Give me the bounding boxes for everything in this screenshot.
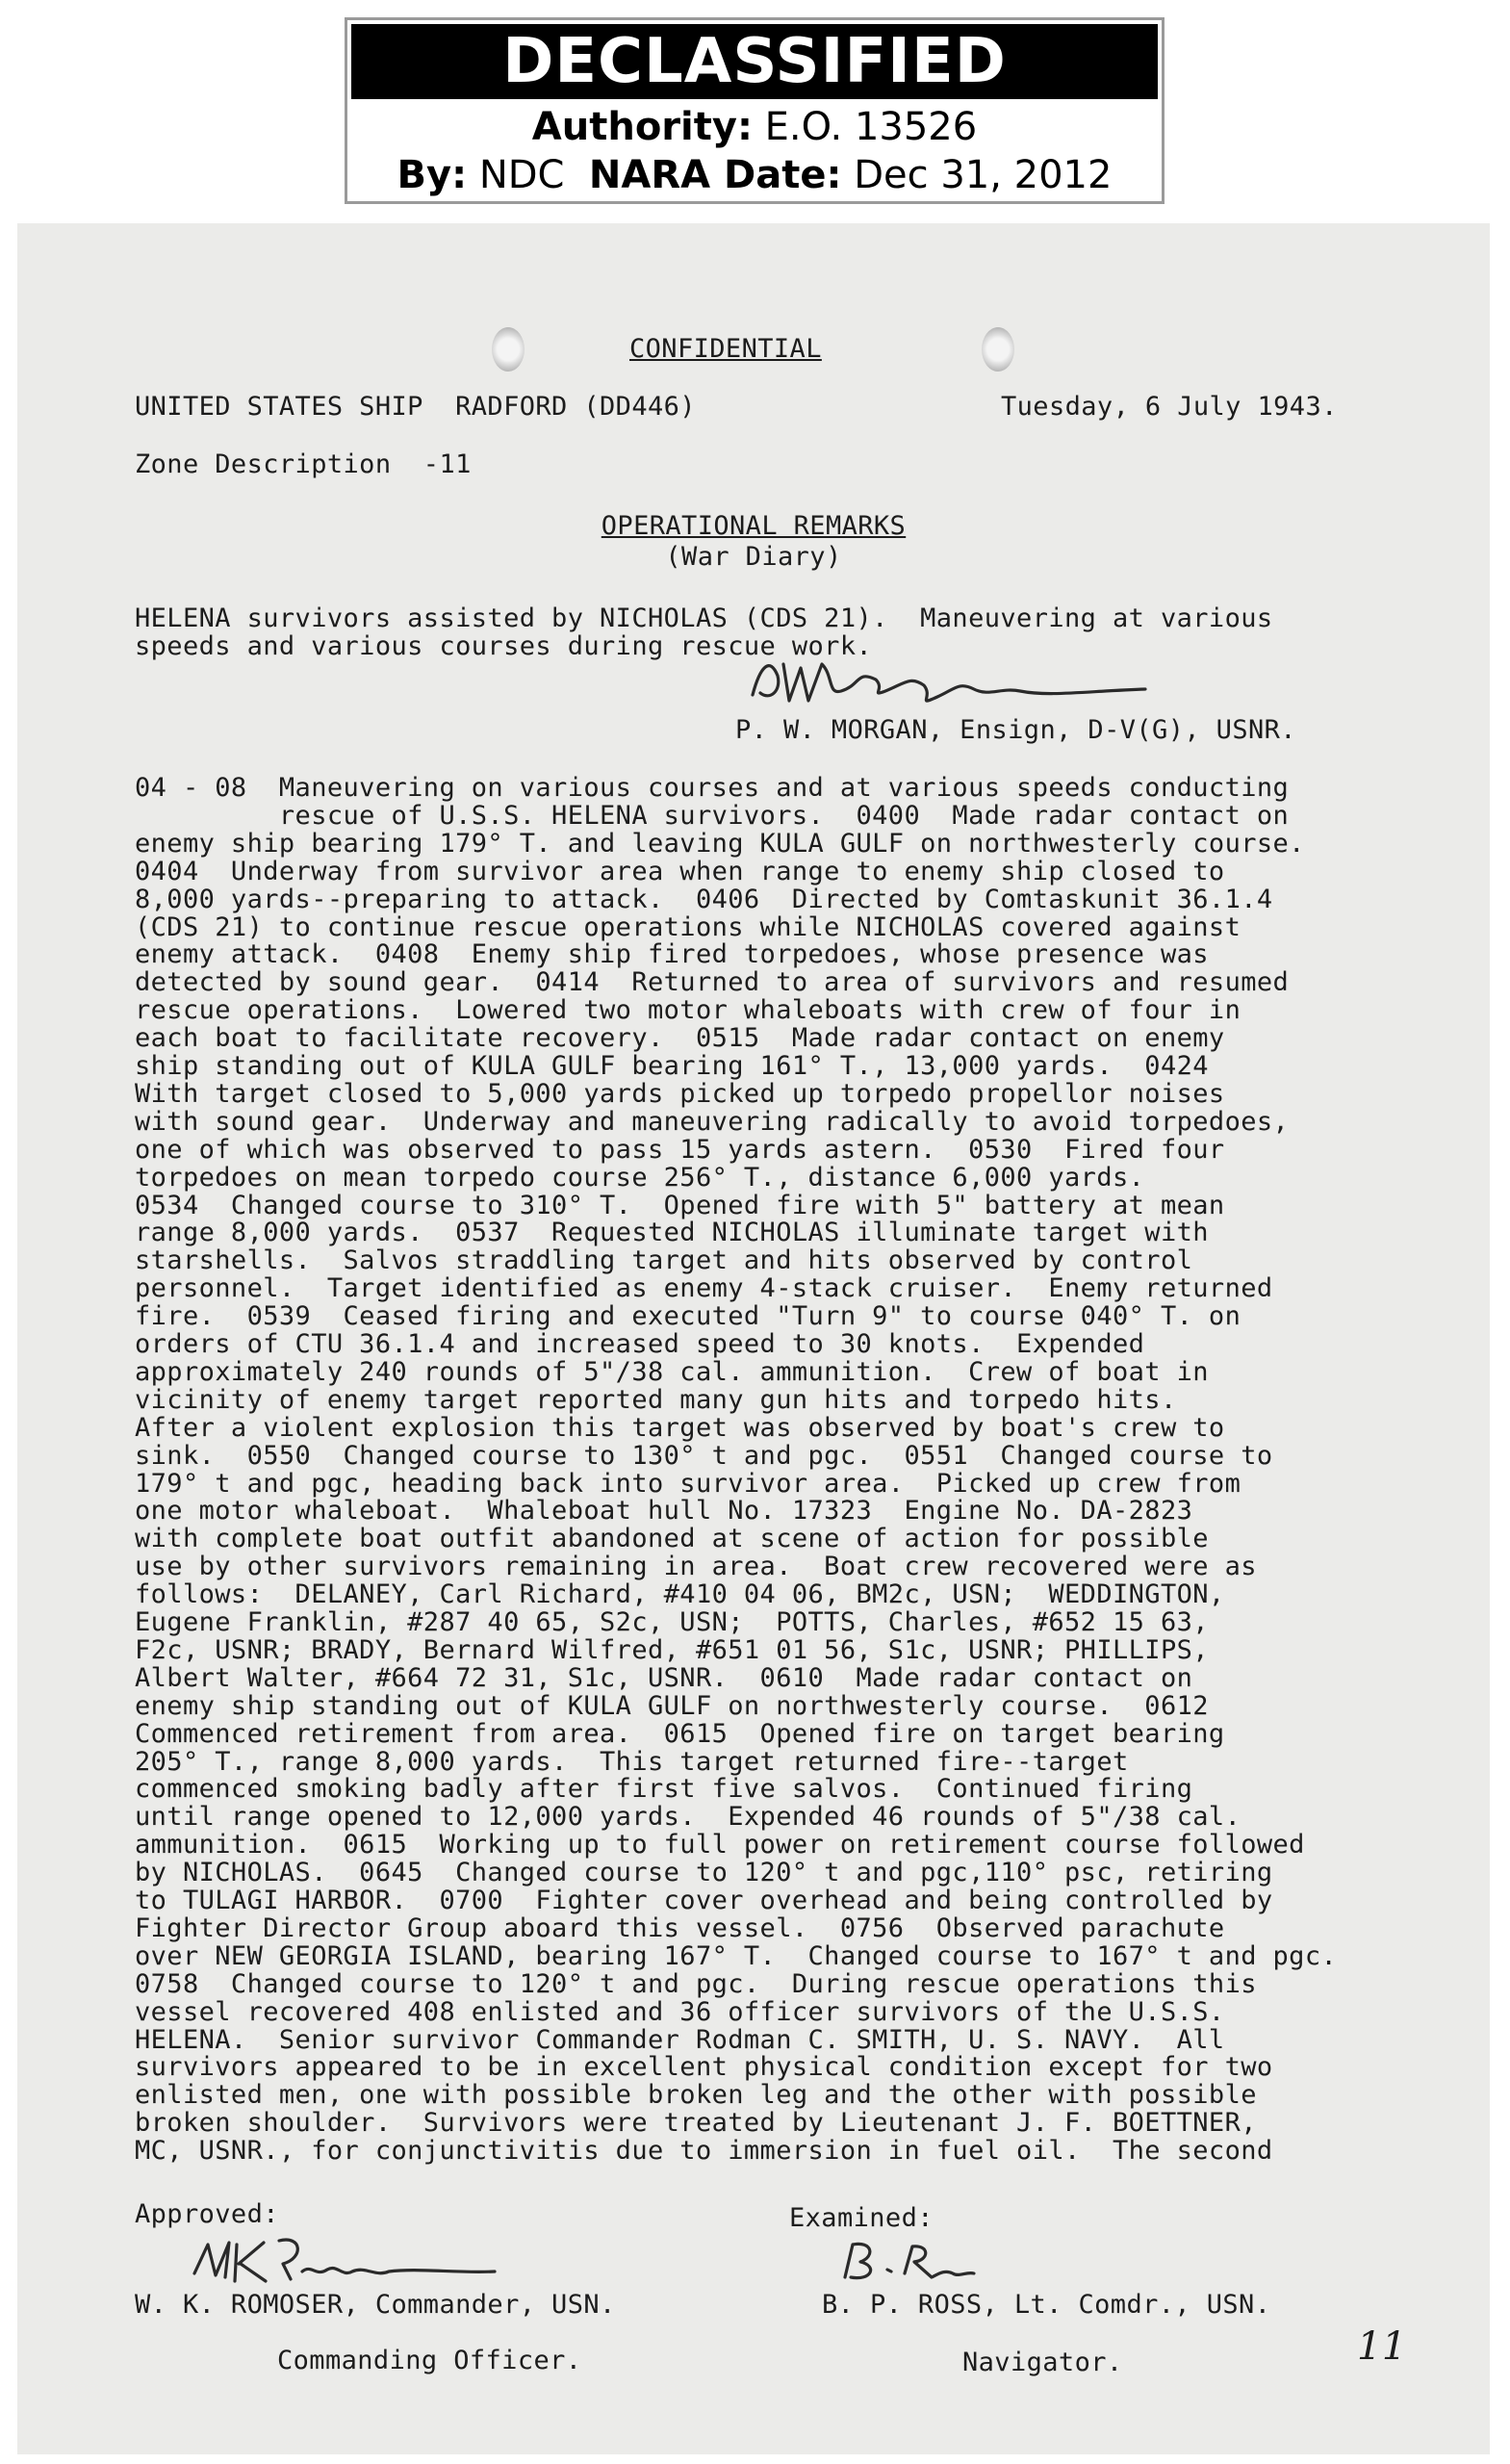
banner-by-value: NDC	[478, 153, 565, 197]
body-line: rescue of U.S.S. HELENA survivors. 0400 Made radar contact on	[135, 800, 1290, 831]
intro-line: HELENA survivors assisted by NICHOLAS (CDS 21). Maneuvering at various	[135, 603, 1273, 633]
body-line: 04 - 08 Maneuvering on various courses and at various speeds conducting	[135, 773, 1290, 803]
body-line: (CDS 21) to continue rescue operations while NICHOLAS covered against	[135, 911, 1241, 942]
body-line: HELENA. Senior survivor Commander Rodman C. SMITH, U. S. NAVY. All	[135, 2024, 1225, 2055]
examined-name: B. P. ROSS, Lt. Comdr., USN.	[822, 2290, 1271, 2320]
body-line: 179° t and pgc, heading back into survivor area. Picked up crew from	[135, 1468, 1241, 1499]
body-line: over NEW GEORGIA ISLAND, bearing 167° T. Changed course to 167° t and pgc.	[135, 1940, 1338, 1971]
banner-authority-line	[347, 103, 1162, 151]
ship-name: UNITED STATES SHIP RADFORD (DD446)	[135, 392, 696, 422]
banner-authority-label: Authority:	[531, 105, 753, 149]
body-line: F2c, USNR; BRADY, Bernard Wilfred, #651 01 56, S1c, USNR; PHILLIPS,	[135, 1634, 1209, 1665]
body-line: enemy ship standing out of KULA GULF on northwesterly course. 0612	[135, 1690, 1209, 1721]
banner-by-line	[347, 151, 1162, 199]
body-line: Commenced retirement from area. 0615 Opened fire on target bearing	[135, 1718, 1225, 1749]
body-line: torpedoes on mean torpedo course 256° T., distance 6,000 yards.	[135, 1162, 1145, 1193]
body-line: 8,000 yards--preparing to attack. 0406 Directed by Comtaskunit 36.1.4	[135, 884, 1273, 914]
body-line: Albert Walter, #664 72 31, S1c, USNR. 0610 Made radar contact on	[135, 1662, 1193, 1693]
examined-title: Navigator.	[962, 2348, 1123, 2377]
body-line: range 8,000 yards. 0537 Requested NICHOLAS illuminate target with	[135, 1218, 1209, 1248]
body-line: ship standing out of KULA GULF bearing 161° T., 13,000 yards. 0424	[135, 1051, 1209, 1081]
body-line: Eugene Franklin, #287 40 65, S2c, USN; POTTS, Charles, #652 15 63,	[135, 1607, 1209, 1637]
body-line: use by other survivors remaining in area. Boat crew recovered were as	[135, 1552, 1257, 1582]
body-line: 0404 Underway from survivor area when range to enemy ship closed to	[135, 856, 1225, 886]
body-line: until range opened to 12,000 yards. Expended 46 rounds of 5"/38 cal.	[135, 1802, 1241, 1833]
body-line: MC, USNR., for conjunctivitis due to immersion in fuel oil. The second	[135, 2136, 1273, 2167]
diary-date: Tuesday, 6 July 1943.	[1001, 392, 1338, 422]
body-line: enemy attack. 0408 Enemy ship fired torpedoes, whose presence was	[135, 939, 1209, 970]
punch-hole	[492, 327, 525, 372]
body-line: follows: DELANEY, Carl Richard, #410 04 06, BM2c, USN; WEDDINGTON,	[135, 1579, 1225, 1610]
body-line: one motor whaleboat. Whaleboat hull No. 17323 Engine No. DA-2823	[135, 1496, 1193, 1527]
body-line: to TULAGI HARBOR. 0700 Fighter cover overhead and being controlled by	[135, 1886, 1273, 1915]
body-line: vessel recovered 408 enlisted and 36 officer survivors of the U.S.S.	[135, 1996, 1225, 2027]
declassified-banner	[345, 17, 1164, 204]
morgan-signature	[741, 647, 1164, 724]
banner-nara-label: NARA Date:	[588, 153, 842, 197]
ross-signature	[833, 2235, 1007, 2293]
intro-signer: P. W. MORGAN, Ensign, D-V(G), USNR.	[735, 715, 1296, 745]
approved-label: Approved:	[135, 2199, 279, 2229]
body-line: commenced smoking badly after first five salvos. Continued firing	[135, 1774, 1193, 1805]
body-line: rescue operations. Lowered two motor whaleboats with crew of four in	[135, 995, 1241, 1026]
body-line: 205° T., range 8,000 yards. This target returned fire--target	[135, 1746, 1129, 1777]
banner-title: DECLASSIFIED	[351, 24, 1158, 99]
body-line: detected by sound gear. 0414 Returned to area of survivors and resumed	[135, 967, 1290, 998]
body-line: enlisted men, one with possible broken leg and the other with possible	[135, 2080, 1257, 2111]
body-line: Fighter Director Group aboard this vessel. 0756 Observed parachute	[135, 1912, 1225, 1943]
banner-authority-value: E.O. 13526	[764, 105, 978, 149]
punch-hole	[982, 327, 1014, 372]
intro-line: speeds and various courses during rescue work.	[135, 631, 873, 661]
section-subtitle: (War Diary)	[665, 542, 842, 572]
body-line: 0534 Changed course to 310° T. Opened fire with 5" battery at mean	[135, 1190, 1225, 1220]
body-line: with complete boat outfit abandoned at scene of action for possible	[135, 1524, 1209, 1554]
scanned-document-page	[17, 223, 1490, 2454]
body-line: starshells. Salvos straddling target and hits observed by control	[135, 1245, 1193, 1276]
examined-label: Examined:	[789, 2203, 934, 2233]
body-line: 0758 Changed course to 120° t and pgc. During rescue operations this	[135, 1968, 1257, 1999]
approved-name: W. K. ROMOSER, Commander, USN.	[135, 2290, 616, 2320]
body-line: survivors appeared to be in excellent physical condition except for two	[135, 2052, 1273, 2083]
body-line: by NICHOLAS. 0645 Changed course to 120° t and pgc,110° psc, retiring	[135, 1858, 1273, 1888]
body-line: fire. 0539 Ceased firing and executed "Turn 9" to course 040° T. on	[135, 1301, 1241, 1332]
body-line: broken shoulder. Survivors were treated by Lieutenant J. F. BOETTNER,	[135, 2108, 1257, 2139]
body-line: approximately 240 rounds of 5"/38 cal. ammunition. Crew of boat in	[135, 1356, 1209, 1387]
section-title: OPERATIONAL REMARKS	[601, 511, 907, 541]
zone-description: Zone Description -11	[135, 449, 472, 479]
banner-by-label: By:	[397, 153, 468, 197]
page-number: 11	[1357, 2324, 1407, 2369]
classification-marking: CONFIDENTIAL	[629, 334, 822, 364]
body-line: vicinity of enemy target reported many gun hits and torpedo hits.	[135, 1384, 1177, 1415]
body-line: orders of CTU 36.1.4 and increased speed to 30 knots. Expended	[135, 1329, 1145, 1359]
approved-title: Commanding Officer.	[277, 2346, 582, 2375]
banner-nara-value: Dec 31, 2012	[854, 153, 1113, 197]
body-line: each boat to facilitate recovery. 0515 Made radar contact on enemy	[135, 1023, 1225, 1054]
body-line: sink. 0550 Changed course to 130° t and pgc. 0551 Changed course to	[135, 1440, 1273, 1471]
body-line: one of which was observed to pass 15 yards astern. 0530 Fired four	[135, 1134, 1225, 1165]
body-line: personnel. Target identified as enemy 4-stack cruiser. Enemy returned	[135, 1273, 1273, 1304]
body-line: ammunition. 0615 Working up to full power on retirement course followed	[135, 1830, 1305, 1861]
body-line: With target closed to 5,000 yards picked up torpedo propellor noises	[135, 1078, 1225, 1109]
body-line: with sound gear. Underway and maneuvering radically to avoid torpedoes,	[135, 1106, 1290, 1137]
body-line: enemy ship bearing 179° T. and leaving KULA GULF on northwesterly course.	[135, 828, 1305, 859]
body-line: After a violent explosion this target was observed by boat's crew to	[135, 1412, 1225, 1443]
